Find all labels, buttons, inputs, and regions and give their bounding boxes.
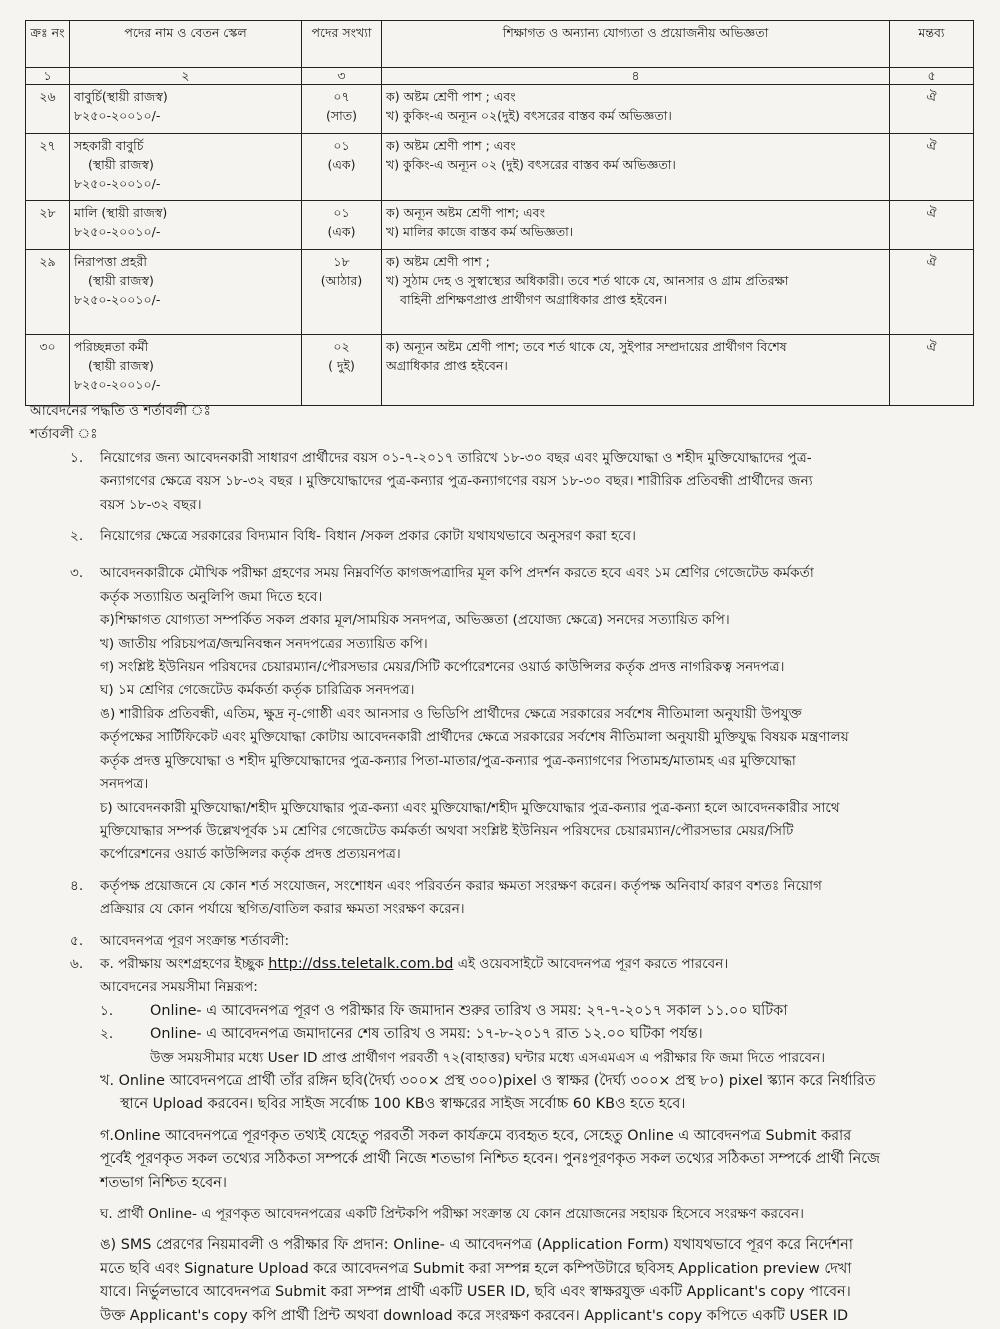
timeline-text: Online- এ আবেদনপত্র জমাদানের শেষ তারিখ ও সময়: ১৭-৮-২০১৭ রাত ১২.০০ ঘটিকা পর্যন্ত। <box>150 1026 703 1043</box>
column-number: ১ <box>26 68 70 85</box>
condition-number: ২. <box>70 528 84 545</box>
data-accuracy-note <box>30 1125 970 1195</box>
timeline-1 <box>30 1000 970 1023</box>
header-remark: মন্তব্য <box>890 21 974 68</box>
pay-scale: ৮২৫০-২০০১০/- <box>74 176 161 191</box>
header-post: পদের নাম ও বেতন স্কেল <box>70 21 302 68</box>
pay-scale: ৮২৫০-২০০১০/- <box>74 292 161 307</box>
post-type: (স্থায়ী রাজস্ব) <box>88 157 154 172</box>
row-post <box>70 335 302 406</box>
row-post <box>70 85 302 134</box>
count-words: (আঠার) <box>320 273 363 288</box>
qualification-line: খ) সুঠাম দেহ ও সুস্বাস্থ্যের অধিকারী। তবে শর্ত থাকে যে, আনসার ও গ্রাম প্রতিরক্ষা <box>386 273 789 288</box>
post-name: মালি (স্থায়ী রাজস্ব) <box>74 205 168 220</box>
condition-number: ১. <box>70 449 84 466</box>
application-method-heading: আবেদনের পদ্ধতি ও শর্তাবলী ঃ <box>30 403 211 419</box>
condition-line: কন্যাগণের ক্ষেত্রে বয়স ১৮-৩২ বছর । মুক্তিযোদ্ধাদের পুত্র-কন্যার পুত্র-কন্যাগণের বয়স ১৮-৩০ বছর। শারীরিক প্রতিবন্ধী প্রার্থীদের জন্য <box>100 473 813 490</box>
instruction-line: ঙ) SMS প্রেরণের নিয়মাবলী ও পরীক্ষার ফি প্রদান: Online- এ আবেদনপত্র (Application Form) যথাযথভাবে পূরণ করে নির্দেশনা <box>100 1237 853 1254</box>
printcopy-note <box>30 1203 970 1226</box>
row-serial: ২৮ <box>26 201 70 250</box>
condition-line <box>100 953 970 976</box>
qualification-line: অগ্রাধিকার প্রাপ্ত হইবেন। <box>386 358 508 373</box>
row-count <box>302 250 382 335</box>
column-number: ২ <box>70 68 302 85</box>
condition-1 <box>30 447 970 517</box>
upload-instructions <box>30 1070 970 1117</box>
condition-4 <box>30 875 970 922</box>
timeline-text: Online- এ আবেদনপত্র পূরণ ও পরীক্ষার ফি জমাদান শুরুর তারিখ ও সময়: ২৭-৭-২০১৭ সকাল ১১.০০ ঘটিকা <box>150 1002 788 1019</box>
document-item: সনদপত্র। <box>100 776 149 793</box>
row-post <box>70 250 302 335</box>
condition-5 <box>30 930 970 953</box>
count-words: (এক) <box>327 157 356 172</box>
table-row <box>26 134 974 201</box>
row-qualifications <box>382 335 890 406</box>
instruction-line: যাবে। নির্ভুলভাবে আবেদনপত্র Submit করা সম্পন্ন প্রার্থী একটি USER ID, ছবি এবং স্বাক্ষরযুক্ত একটি Applicant's copy পাবেন। <box>100 1284 851 1301</box>
row-remark: ঐ <box>890 201 974 250</box>
row-remark: ঐ <box>890 250 974 335</box>
timeline-2 <box>30 1023 970 1046</box>
row-count <box>302 335 382 406</box>
post-name: সহকারী বাবুর্চি <box>74 138 144 153</box>
qualification-line: ক) অষ্টম শ্রেণী পাশ ; এবং <box>386 138 516 153</box>
post-name: পরিচ্ছন্নতা কর্মী <box>74 339 149 354</box>
document-item: গ) সংশ্লিষ্ট ইউনিয়ন পরিষদের চেয়ারম্যান/পৌরসভার মেয়র/সিটি কর্পোরেশনের ওয়ার্ড কাউন্সিলর কর্তৃক প্রদত্ত নাগরিকত্ব সনদপত্র। <box>100 659 785 676</box>
instruction-line: শতভাগ নিশ্চিত হবেন। <box>100 1174 227 1191</box>
count-number: ০৭ <box>333 89 350 104</box>
document-item: ঙ) শারীরিক প্রতিবন্ধী, এতিম, ক্ষুদ্র নৃ-গোষ্ঠী এবং আনসার ও ভিডিপি প্রার্থীদের ক্ষেত্রে সরকারের সর্বশেষ নীতিমালা অনুযায়ী উপযুক্ত <box>100 705 802 722</box>
header-qualification: শিক্ষাগত ও অন্যান্য যোগ্যতা ও প্রয়োজনীয় অভিজ্ঞতা <box>382 21 890 68</box>
instruction-line: খ. Online আবেদনপত্রে প্রার্থী তাঁর রঙ্গিন ছবি(দৈর্ঘ্য ৩০০× প্রস্থ ৩০০)pixel ও স্বাক্ষর (দৈর্ঘ্য ৩০০× প্রস্থ ৮০) pixel স্ক্যান করে নির্ধারিত <box>100 1072 876 1089</box>
qualification-line: ক) অন্যূন অষ্টম শ্রেণী পাশ; তবে শর্ত থাকে যে, সুইপার সম্প্রদায়ের প্রার্থীগণ বিশেষ <box>386 339 787 354</box>
document-item: খ) জাতীয় পরিচয়পত্র/জন্মনিবন্ধন সনদপত্রের সত্যায়িত কপি। <box>100 635 428 652</box>
qualification-line: ক) অষ্টম শ্রেণী পাশ ; <box>386 254 490 269</box>
row-qualifications <box>382 134 890 201</box>
qualification-line: ক) অন্যূন অষ্টম শ্রেণী পাশ; এবং <box>386 205 545 220</box>
row-qualifications <box>382 85 890 134</box>
row-qualifications <box>382 250 890 335</box>
row-qualifications <box>382 201 890 250</box>
row-remark: ঐ <box>890 134 974 201</box>
condition-number: ৫. <box>70 932 84 949</box>
time-heading: আবেদনের সময়সীমা নিম্নরূপ: <box>100 979 258 996</box>
instruction-line: স্থানে Upload করবেন। ছবির সাইজ সর্বোচ্চ 100 KBও স্বাক্ষরের সাইজ সর্বোচ্চ 60 KBও হতে হবে। <box>120 1096 686 1113</box>
qualification-line: খ) মালির কাজে বাস্তব কর্ম অভিজ্ঞতা। <box>386 224 574 239</box>
document-item: কর্তৃক প্রদত্ত মুক্তিযোদ্ধা ও শহীদ মুক্তিযোদ্ধাদের পুত্র-কন্যার পিতা-মাতার/পুত্র-কন্যার পুত্র-কন্যাগণের পিতামহ/মাতামহ এর মুক্তিযোদ্ধা <box>100 752 796 769</box>
timeline-number: ২. <box>100 1026 114 1043</box>
condition-line: নিয়োগের ক্ষেত্রে সরকারের বিদ্যমান বিধি- বিধান /সকল প্রকার কোটা যথাযথভাবে অনুসরণ করা হবে। <box>100 528 636 545</box>
instruction-line: মতে ছবি এবং Signature Upload করে আবেদনপত্র Submit করা সম্পন্ন হলে কম্পিউটারে ছবিসহ Application preview দেখা <box>100 1260 852 1277</box>
row-count <box>302 134 382 201</box>
row-post <box>70 134 302 201</box>
timeline-note: উক্ত সময়সীমার মধ্যে User ID প্রাপ্ত প্রার্থীগণ পরবর্তী ৭২(বাহাত্তর) ঘন্টার মধ্যে এসএমএস এ পরীক্ষার ফি জমা দিতে পারবেন। <box>150 1049 826 1066</box>
table-row <box>26 85 974 134</box>
row-serial: ২৯ <box>26 250 70 335</box>
condition-line: বয়স ১৮-৩২ বছর। <box>100 496 202 513</box>
condition-number: ৩. <box>70 565 84 582</box>
row-count <box>302 201 382 250</box>
count-words: (এক) <box>327 224 356 239</box>
header-serial: ক্রঃ নং <box>26 21 70 68</box>
qualification-line: খ) কুকিং-এ অন্যূন ০২ (দুই) বৎসরের বাস্তব কর্ম অভিজ্ঞতা। <box>386 157 676 172</box>
row-count <box>302 85 382 134</box>
post-type: (স্থায়ী রাজস্ব) <box>88 273 154 288</box>
count-number: ০১ <box>333 205 350 220</box>
table-row <box>26 250 974 335</box>
row-remark: ঐ <box>890 335 974 406</box>
instruction-line: পূর্বেই পূরণকৃত সকল তথ্যের সঠিকতা সম্পর্কে প্রার্থী নিজে শতভাগ নিশ্চিত হবেন। পুনঃপূরণকৃত সকল তথ্যের সঠিকতা সম্পর্কে প্রার্থী নিজে <box>100 1151 880 1168</box>
column-number: ৫ <box>890 68 974 85</box>
qualification-line: ক) অষ্টম শ্রেণী পাশ ; এবং <box>386 89 516 104</box>
document-item: ক)শিক্ষাগত যোগ্যতা সম্পর্কিত সকল প্রকার মূল/সাময়িক সনদপত্র, অভিজ্ঞতা (প্রযোজ্য ক্ষেত্রে) সনদের সত্যায়িত কপি। <box>100 612 730 629</box>
pay-scale: ৮২৫০-২০০১০/- <box>74 377 161 392</box>
column-number-row <box>26 68 974 85</box>
website-prefix: ক. পরীক্ষায় অংশগ্রহণের ইচ্ছুক <box>100 955 269 972</box>
condition-line: নিয়োগের জন্য আবেদনকারী সাধারণ প্রার্থীদের বয়স ০১-৭-২০১৭ তারিখে ১৮-৩০ বছর এবং মুক্তিযোদ্ধা ও শহীদ মুক্তিযোদ্ধাদের পুত্র- <box>100 449 812 466</box>
count-number: ১৮ <box>333 254 350 269</box>
pay-scale: ৮২৫০-২০০১০/- <box>74 108 161 123</box>
column-number: ৩ <box>302 68 382 85</box>
condition-number: ৪. <box>70 877 84 894</box>
instruction-line: ঘ. প্রার্থী Online- এ পূরণকৃত আবেদনপত্রের একটি প্রিন্টকপি পরীক্ষা সংক্রান্ত যে কোন প্রয়োজনের সহায়ক হিসেবে সংরক্ষণ করবেন। <box>100 1206 805 1222</box>
condition-6 <box>30 953 970 1000</box>
row-post <box>70 201 302 250</box>
condition-line: কর্তৃক সত্যায়িত অনুলিপি জমা দিতে হবে। <box>100 588 323 605</box>
qualification-line: খ) কুকিং-এ অন্যূন ০২(দুই) বৎসরের বাস্তব কর্ম অভিজ্ঞতা। <box>386 108 672 123</box>
document-item: মুক্তিযোদ্ধার সম্পর্ক উল্লেখপূর্বক ১ম শ্রেণির গেজেটেড কর্মকর্তা অথবা সংশ্লিষ্ট ইউনিয়ন পরিষদের চেয়ারম্যান/পৌরসভার মেয়র/সিটি <box>100 822 794 839</box>
timeline-number: ১. <box>100 1002 114 1019</box>
teletalk-website-link[interactable]: http://dss.teletalk.com.bd <box>268 955 454 972</box>
condition-3 <box>30 562 970 866</box>
row-serial: ২৬ <box>26 85 70 134</box>
condition-2 <box>30 525 970 548</box>
table-header-row <box>26 21 974 68</box>
posts-table <box>25 20 974 406</box>
condition-line: আবেদনপত্র পূরণ সংক্রান্ত শর্তাবলী: <box>100 932 290 949</box>
conditions-text <box>30 400 970 1328</box>
count-number: ০১ <box>333 138 350 153</box>
row-remark: ঐ <box>890 85 974 134</box>
table-row <box>26 201 974 250</box>
qualification-line: বাহিনী প্রশিক্ষণপ্রাপ্ত প্রার্থীগণ অগ্রাধিকার প্রাপ্ত হইবেন। <box>400 292 668 307</box>
count-number: ০২ <box>333 339 350 354</box>
condition-number: ৬. <box>70 955 84 972</box>
post-name: বাবুর্চি(স্থায়ী রাজস্ব) <box>74 89 168 104</box>
row-serial: ২৭ <box>26 134 70 201</box>
count-words: ( দুই) <box>328 358 355 373</box>
sms-instructions <box>30 1234 970 1328</box>
document-item: চ) আবেদনকারী মুক্তিযোদ্ধা/শহীদ মুক্তিযোদ্ধার পুত্র-কন্যা এবং মুক্তিযোদ্ধা/শহীদ মুক্তিযোদ্ধার পুত্র-কন্যার পুত্র-কন্যা হলে আবেদনকারীর সাথে <box>100 799 840 816</box>
pay-scale: ৮২৫০-২০০১০/- <box>74 224 161 239</box>
website-suffix: এই ওয়েবসাইটে আবেদনপত্র পূরণ করতে পারবেন। <box>453 955 729 972</box>
conditions-heading: শর্তাবলী ঃ <box>30 426 98 443</box>
column-number: ৪ <box>382 68 890 85</box>
header-count: পদের সংখ্যা <box>302 21 382 68</box>
count-words: (সাত) <box>325 108 357 123</box>
instruction-line: গ.Online আবেদনপত্রে পূরণকৃত তথ্যই যেহেতু পরবর্তী সকল কার্যক্রমে ব্যবহৃত হবে, সেহেতু Online এ আবেদনপত্র Submit করার <box>100 1127 852 1144</box>
table-row <box>26 335 974 406</box>
row-serial: ৩০ <box>26 335 70 406</box>
condition-line: কর্তৃপক্ষ প্রয়োজনে যে কোন শর্ত সংযোজন, সংশোধন এবং পরিবর্তন করার ক্ষমতা সংরক্ষণ করেন। কর্তৃপক্ষ অনিবার্য কারণ বশতঃ নিয়োগ <box>100 877 822 894</box>
condition-line: প্রক্রিয়ার যে কোন পর্যায়ে স্থগিত/বাতিল করার ক্ষমতা সংরক্ষণ করেন। <box>100 901 465 918</box>
post-type: (স্থায়ী রাজস্ব) <box>88 358 154 373</box>
document-item: ঘ) ১ম শ্রেণির গেজেটেড কর্মকর্তা কর্তৃক চারিত্রিক সনদপত্র। <box>100 682 415 699</box>
document-item: কর্পোরেশনের ওয়ার্ড কাউন্সিলর কর্তৃক প্রদত্ত প্রত্যয়নপত্র। <box>100 846 401 863</box>
post-name: নিরাপত্তা প্রহরী <box>74 254 147 269</box>
condition-line: আবেদনকারীকে মৌখিক পরীক্ষা গ্রহণের সময় নিম্নবর্ণিত কাগজপত্রাদির মূল কপি প্রদর্শন করতে হবে এবং ১ম শ্রেণির গেজেটেড কর্মকর্তা <box>100 565 814 582</box>
document-item: কর্তৃপক্ষের সার্টিফিকেট এবং মুক্তিযোদ্ধা কোটায় আবেদনকারী প্রার্থীদের ক্ষেত্রে সরকারের সর্বশেষ নীতিমালা অনুযায়ী মুক্তিযুদ্ধ বিষয়ক মন্ত্রণালয় <box>100 729 849 746</box>
instruction-line: উক্ত Applicant's copy কপি প্রার্থী প্রিন্ট অথবা download করে সংরক্ষণ করবেন। Applicant's copy কপিতে একটি USER ID <box>100 1307 849 1324</box>
